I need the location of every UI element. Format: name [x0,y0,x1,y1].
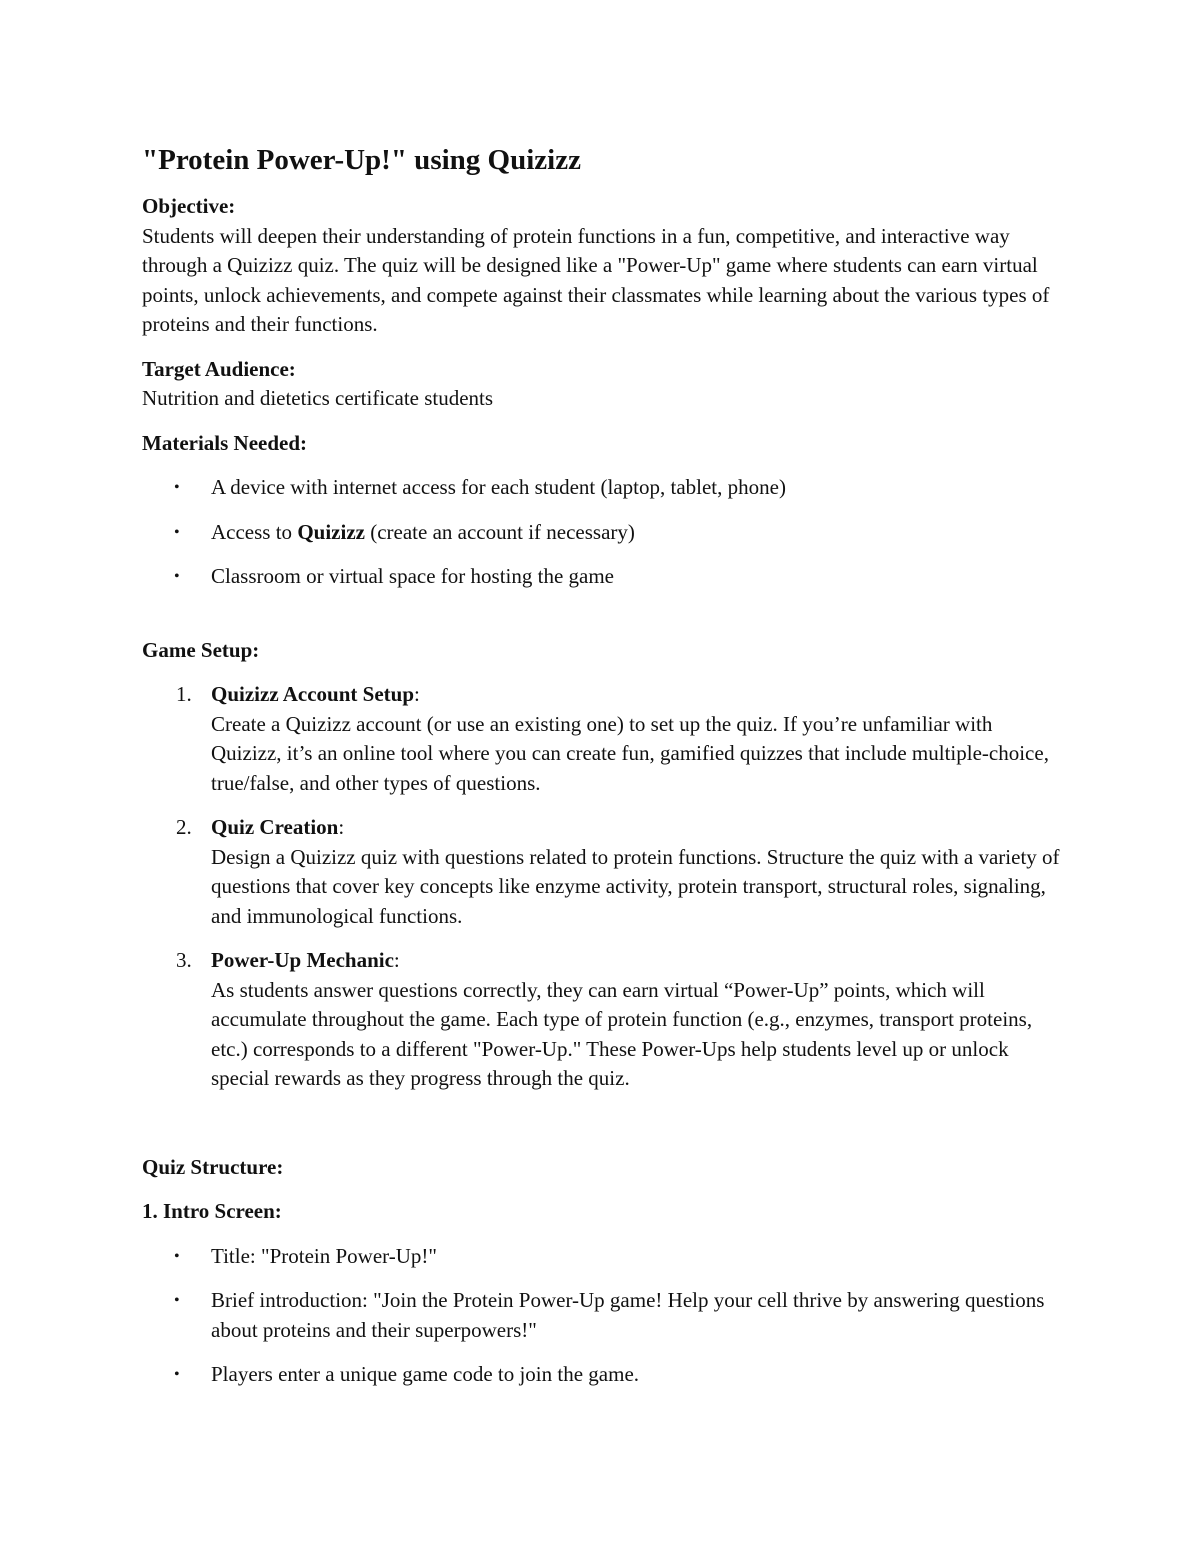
list-item [142,518,1062,548]
structure-heading: Quiz Structure: [142,1154,284,1179]
list-item-text: A device with internet access for each student (laptop, tablet, phone) [211,475,786,499]
audience-text: Nutrition and dietetics certificate students [142,386,494,410]
bullet-icon: • [174,1292,180,1309]
step-colon: : [414,682,420,706]
list-item-prefix: Access to [211,519,298,544]
step-colon: : [338,815,345,839]
quizizz-bold-text: Quizizz [297,519,365,544]
bullet-icon: • [174,523,180,541]
step-label: Quiz Creation [211,815,339,839]
list-item [142,1286,1062,1345]
setup-step [142,946,1062,1094]
step-text: Design a Quizizz quiz with questions related to protein functions. Structure the quiz with a variety of questions that cover key concepts like enzyme activity, protein transport, structural roles, signaling, and immunological functions. [211,844,1060,928]
document-page [142,138,1062,1390]
spacer [142,592,1062,636]
setup-heading: Game Setup: [142,637,260,662]
objective-text: Students will deepen their understanding of protein functions in a fun, competitive, and interactive way through a Quizizz quiz. The quiz will be designed like a "Power-Up" game where students can earn virtual points, unlock achievements, and compete against their classmates while learning about the various types of proteins and their functions. [142,223,1050,336]
objective-heading: Objective: [142,194,236,218]
list-item-suffix: (create an account if necessary) [364,519,635,544]
list-item [142,473,1062,503]
list-item-text: Brief introduction: "Join the Protein Power-Up game! Help your cell thrive by answering questions about proteins and their superpowers!" [211,1288,1045,1342]
spacer [142,1094,1062,1153]
bullet-icon: • [174,1366,180,1383]
setup-step [142,813,1062,931]
step-label: Power-Up Mechanic [211,948,394,972]
step-number: 2. [176,815,192,839]
audience-heading: Target Audience: [142,356,296,381]
intro-heading: 1. Intro Screen: [142,1199,282,1223]
step-text: As students answer questions correctly, they can earn virtual “Power-Up” points, which will accumulate throughout the game. Each type of protein function (e.g., enzymes, transport proteins, etc.) corresponds to a different "Power-Up." These Power-Ups help students level up or unlock special rewards as they progress through the quiz. [211,977,1033,1090]
list-item [142,1242,1062,1272]
list-item [142,1360,1062,1390]
bullet-icon: • [174,479,180,496]
setup-list [142,680,1062,1094]
setup-step [142,680,1062,798]
step-text: Create a Quizizz account (or use an existing one) to set up the quiz. If you’re unfamiliar with Quizizz, it’s an online tool where you can create fun, gamified quizzes that include multiple-choice, true/false, and other types of questions. [211,711,1049,795]
step-colon: : [393,948,400,972]
intro-list [142,1242,1062,1390]
document-title: "Protein Power-Up!" using Quizizz [142,144,581,176]
step-label: Quizizz Account Setup [211,682,414,706]
list-item-text: Classroom or virtual space for hosting the game [211,564,614,588]
list-item-text: Title: "Protein Power-Up!" [211,1243,437,1268]
bullet-icon: • [174,568,180,585]
materials-heading: Materials Needed: [142,430,308,455]
step-number: 1. [176,682,192,706]
list-item-text: Players enter a unique game code to join the game. [211,1362,640,1386]
step-number: 3. [176,948,192,972]
list-item [142,562,1062,592]
bullet-icon: • [174,1247,180,1265]
materials-list [142,473,1062,592]
